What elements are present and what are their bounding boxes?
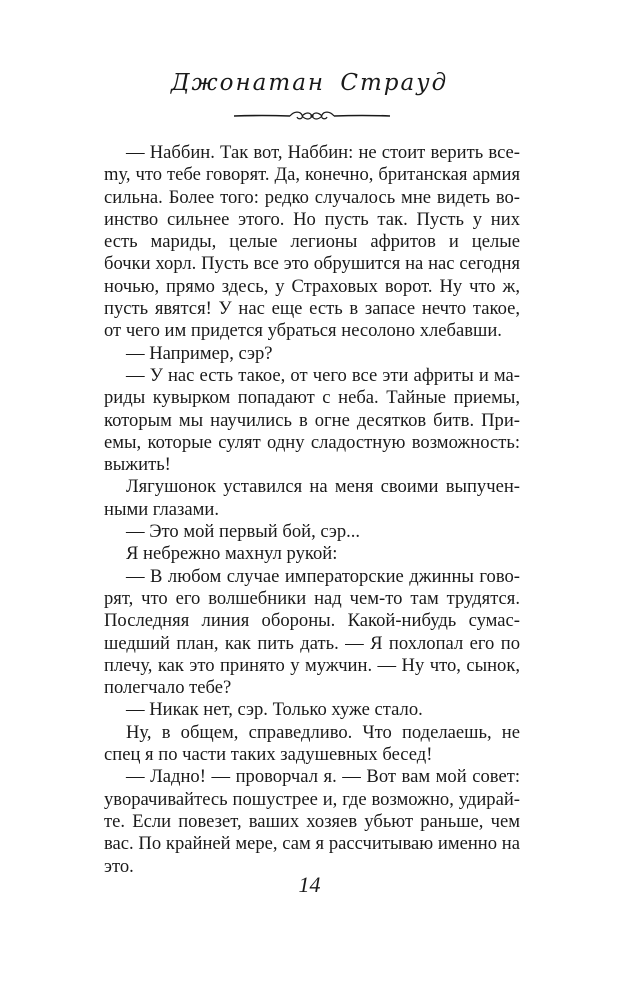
paragraph: — Это мой первый бой, сэр...	[126, 521, 361, 543]
running-head-author: Джонатан Страуд	[170, 70, 449, 96]
paragraph: — Ладно! — проворчал я. — Вот вам мой совет: уворачивайтесь пошустрее и, где возможно, удирайте. Если повезет, ваших хозяев убьют раньше, чем вас. По крайней мере, сам я рассчитываю именно на это.	[104, 766, 520, 877]
page-number: 14	[298, 872, 321, 897]
body-text	[104, 142, 520, 878]
paragraph: — В любом случае императорские джинны говорят, что его волшебники над чем-то там трудятся. Последняя линия обороны. Какой-нибудь сумасшедший план, как пить дать. — Я похлопал его по плечу, как это принято у мужчин. — Ну что, сынок, полегчало тебе?	[104, 565, 520, 699]
paragraph: Ну, в общем, справедливо. Что поделаешь, не спец я по части таких задушевных бесед!	[104, 721, 520, 766]
paragraph: Лягушонок уставился на меня своими выпученными глазами.	[104, 476, 520, 520]
paragraph: — Например, сэр?	[126, 342, 273, 364]
paragraph: Я небрежно махнул рукой:	[126, 543, 338, 565]
flourish-divider-icon	[232, 108, 392, 124]
paragraph: — Никак нет, сэр. Только хуже стало.	[126, 699, 423, 721]
paragraph: — Наббин. Так вот, Наббин: не стоит верить всеmу, что тебе говорят. Да, конечно, британская армия сильна. Более того: редко случалось мне видеть воинство сильнее этого. Но пусть так. Пусть у них есть мариды, целые легионы афритов и целые бочки хорл. Пусть все это обрушится на нас сегодня ночью, прямо здесь, у Страховых ворот. Ну что ж, пусть явятся! У нас еще есть в запасе нечто такое, от чего им придется убраться несолоно хлебавши.	[104, 142, 520, 342]
paragraph: — У нас есть такое, от чего все эти африты и мариды кувырком попадают с неба. Тайные приемы, которым мы научились в огне десятков битв. Приемы, которые сулят одну сладостную возможность: выжить!	[104, 364, 520, 476]
